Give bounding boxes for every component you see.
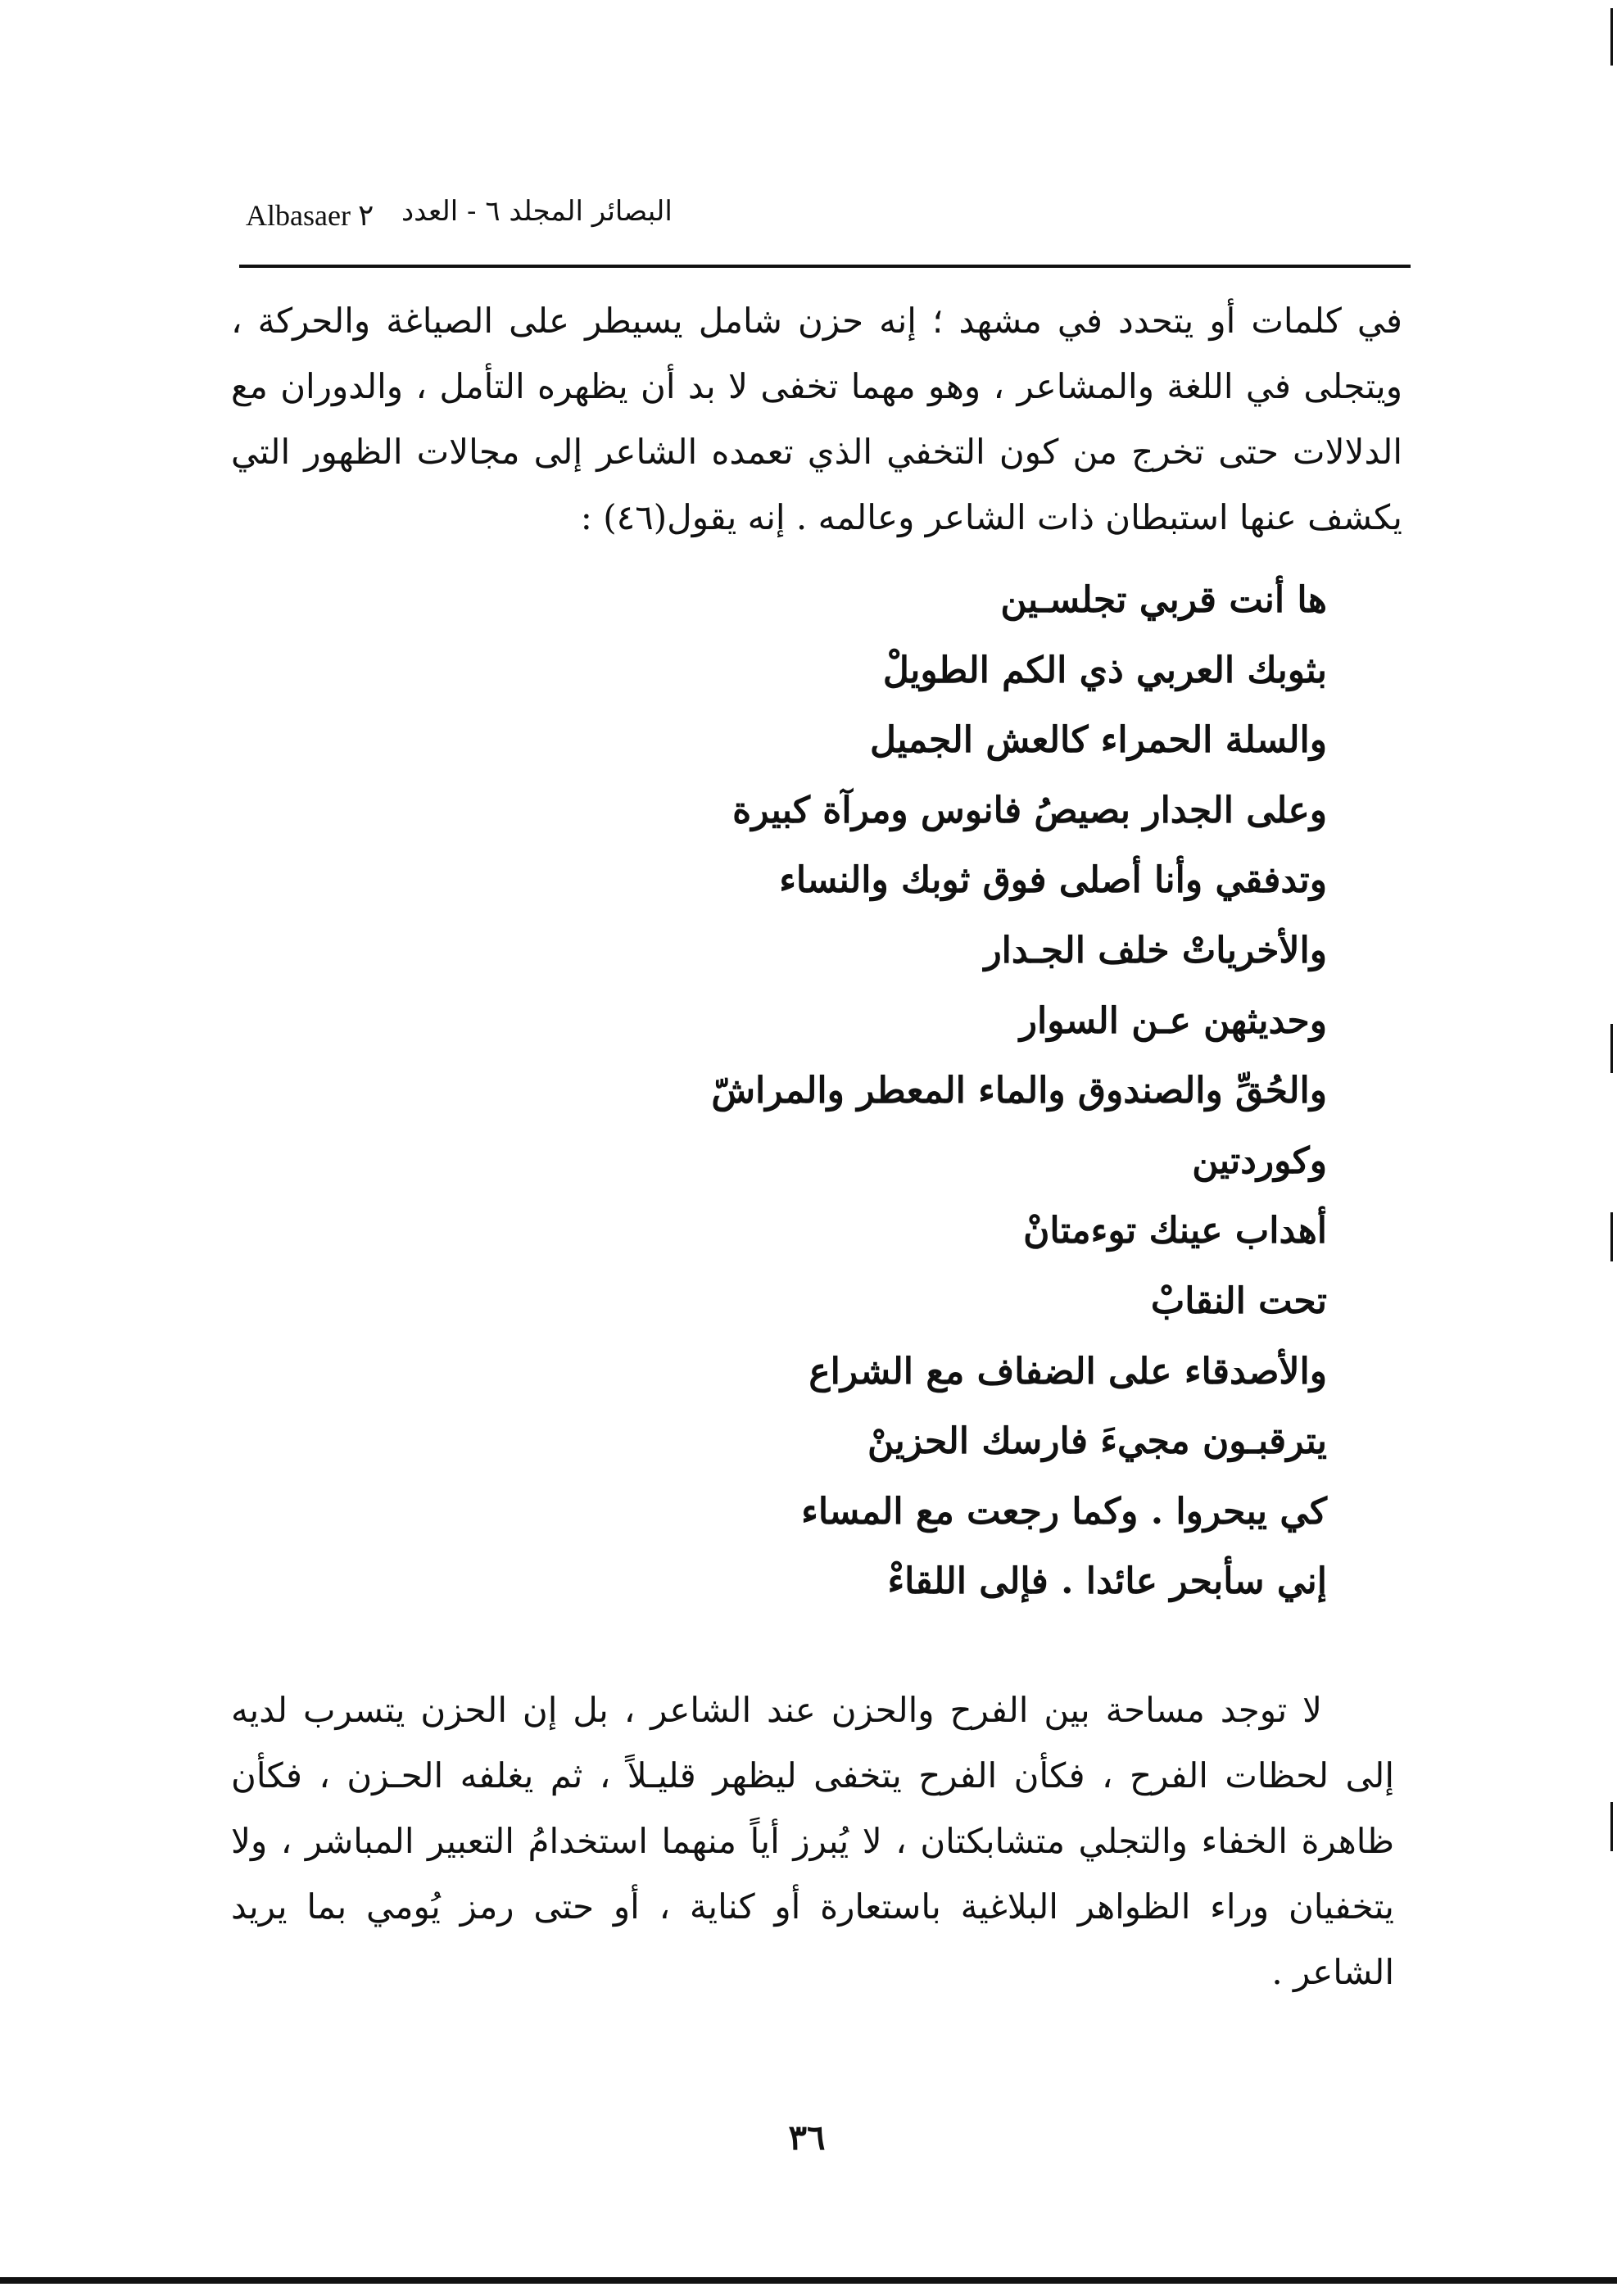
poem-verse: أهداب عينك توءمتانْ <box>1023 1210 1327 1252</box>
poem-verse: تحت النقابْ <box>1150 1279 1327 1322</box>
poem-verse: ها أنت قربي تجلسـين <box>1000 579 1327 621</box>
poem-verse: والأخرياتْ خلف الجـدار <box>984 929 1327 971</box>
poem-quotation <box>573 565 1327 1617</box>
scan-edge-mark <box>1610 1212 1613 1261</box>
scan-edge-mark <box>1610 8 1613 66</box>
poem-verse: والأصدقاء على الضفاف مع الشراع <box>808 1350 1327 1393</box>
poem-verse: وحديثهن عـن السوار <box>1019 999 1327 1042</box>
header-rule <box>239 265 1411 268</box>
scan-bottom-edge <box>0 2277 1617 2284</box>
paragraph-text: لا توجد مساحة بين الفرح والحزن عند الشاعر ، بل إن الحزن يتسرب لديه إلى لحظات الفرح ، فكأن الفرح يتخفى ليظهر قليـلاً ، ثم يغلفه الحـزن ، فكأن ظاهرة الخفاء والتجلي متشابكتان ، لا يُبرز أياً منهما استخدامُ التعبير المباشر ، ولا يتخفيان وراء الظواهر البلاغية باستعارة أو كناية ، أو حتى رمز يُومي بما يريد الشاعر . <box>231 1690 1394 1992</box>
journal-name-latin: Albasaer ٢ <box>246 199 374 232</box>
poem-verse: بثوبك العربي ذي الكم الطويلْ <box>882 649 1327 691</box>
poem-verse: والسلة الحمراء كالعش الجميل <box>869 719 1327 762</box>
poem-verse: إني سأبحر عائدا . فإلى اللقاءْ <box>887 1560 1327 1603</box>
paragraph-intro <box>231 288 1402 550</box>
poem-verse: وكوردتين <box>1192 1139 1327 1182</box>
scan-edge-mark <box>1610 1024 1613 1073</box>
paragraph-analysis <box>231 1678 1394 2005</box>
poem-verse: كي يبحروا . وكما رجعت مع المساء <box>801 1490 1327 1533</box>
running-header <box>246 195 1409 244</box>
poem-verse: وعلى الجدار بصيصُ فانوس ومرآة كبيرة <box>732 789 1327 831</box>
poem-verse: والحُقِّ والصندوق والماء المعطر والمراشّ <box>711 1070 1327 1112</box>
paragraph-text: في كلمات أو يتحدد في مشهد ؛ إنه حزن شامل يسيطر على الصياغة والحركة ، ويتجلى في اللغة والمشاعر ، وهو مهما تخفى لا بد أن يظهره التأمل ، والدوران مع الدلالات حتى تخرج من كون التخفي الذي تعمده الشاعر إلى مجالات الظهور التي يكشف عنها استبطان ذات الشاعر وعالمه . إنه يقول(٤٦) : <box>231 301 1402 537</box>
poem-verse: يترقبـون مجيءَ فارسك الحزينْ <box>867 1420 1327 1463</box>
scan-edge-mark <box>1610 1802 1613 1851</box>
journal-name-arabic: البصائر المجلد ٦ - العدد <box>401 195 673 228</box>
page-number: ٣٦ <box>788 2117 826 2158</box>
poem-verse: وتدفقي وأنا أصلى فوق ثوبك والنساء <box>779 859 1327 902</box>
